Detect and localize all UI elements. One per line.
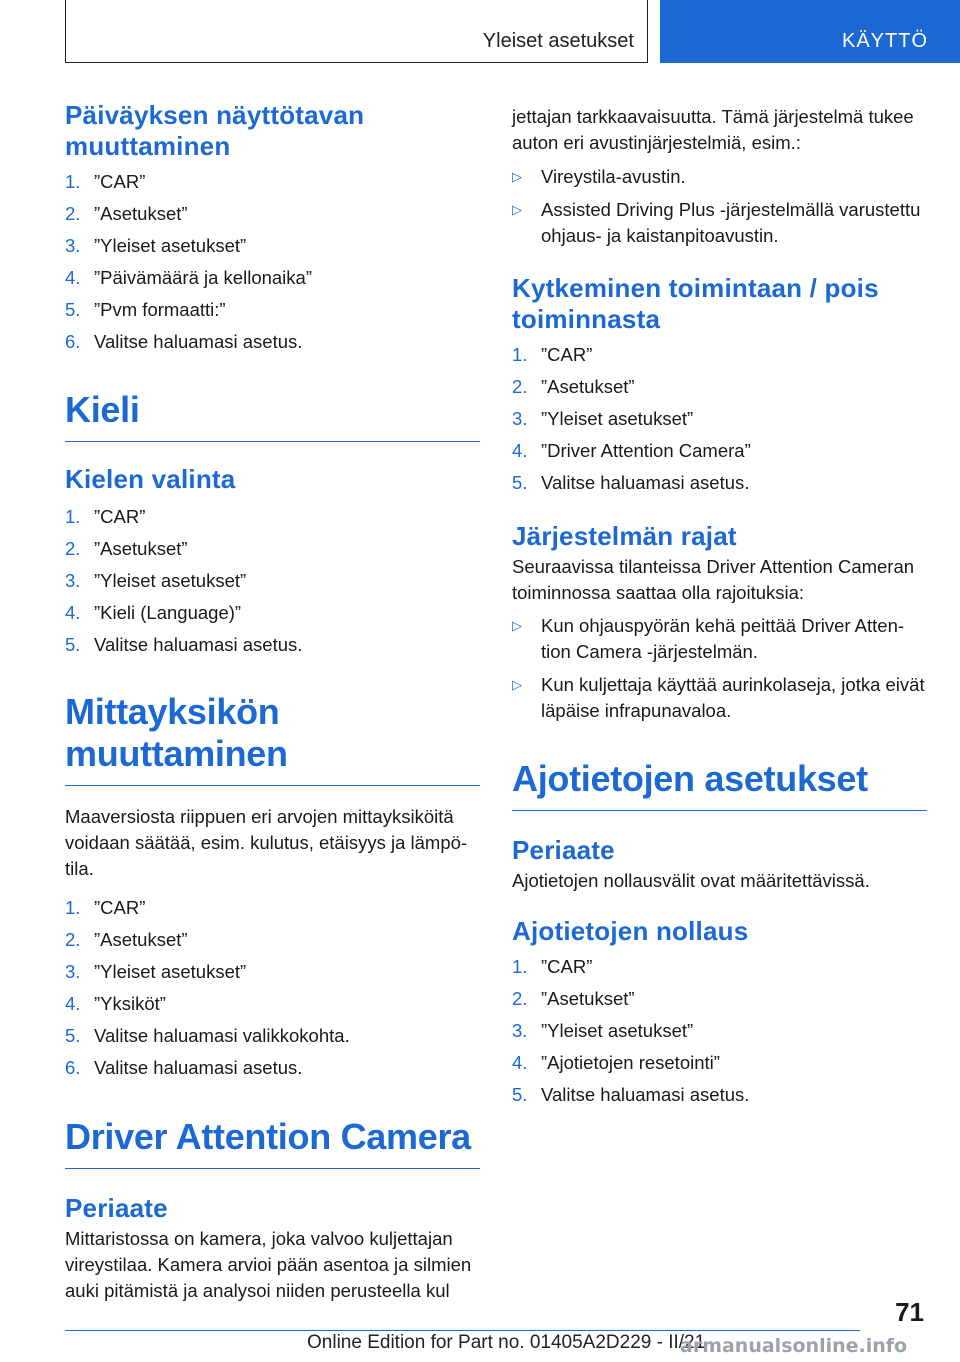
steps-trip-reset: [512, 951, 927, 1111]
principle-description-continued: jettajan tarkkaavaisuutta. Tämä järjestelmä tukee auton eri avustinjärjestelmiä, esim.:: [512, 106, 914, 153]
list-item: 2. ”Asetukset”: [512, 988, 635, 1009]
triangle-right-icon: ▷: [512, 677, 522, 692]
section-title-language-select: Kielen valinta: [65, 464, 236, 494]
list-item: ▷ Assisted Driving Plus -järjestelmällä varustettu ohjaus- ja kaistanpitoavustin.: [512, 199, 921, 246]
list-item: 3. ”Yleiset asetukset”: [512, 1020, 694, 1041]
list-item: 5. Valitse haluamasi asetus.: [512, 1084, 750, 1105]
list-item: 3. ”Yleiset asetukset”: [65, 235, 247, 256]
chapter-title-driver-attention: Driver Attention Camera: [65, 1116, 480, 1169]
limits-list: [512, 613, 927, 724]
list-item: ▷ Kun kuljettaja käyttää aurinkolaseja, jotka eivät läpäise infrapunavaloa.: [512, 674, 925, 721]
footer-divider: [65, 1330, 860, 1331]
list-item: 1. ”CAR”: [512, 956, 593, 977]
header-section-title: Yleiset asetukset: [482, 30, 634, 52]
section-title-trip-reset: Ajotietojen nollaus: [512, 916, 749, 946]
list-item: 4. ”Driver Attention Camera”: [512, 440, 751, 461]
chapter-title-language: Kieli: [65, 389, 480, 442]
list-item: 2. ”Asetukset”: [65, 538, 188, 559]
list-item: 5. Valitse haluamasi asetus.: [65, 634, 303, 655]
left-column: [65, 100, 480, 1304]
section-title-limits: Järjestelmän rajat: [512, 521, 737, 551]
header-chapter-tab[interactable]: [660, 0, 960, 63]
list-item: 3. ”Yleiset asetukset”: [512, 408, 694, 429]
list-item: 4. ”Yksiköt”: [65, 993, 166, 1014]
list-item: 1. ”CAR”: [65, 897, 146, 918]
list-item: 3. ”Yleiset asetukset”: [65, 570, 247, 591]
steps-units: [65, 892, 480, 1084]
triangle-right-icon: ▷: [512, 618, 522, 633]
steps-date-format: [65, 166, 480, 358]
list-item: 6. Valitse haluamasi asetus.: [65, 331, 303, 352]
list-item: 5. Valitse haluamasi asetus.: [512, 472, 750, 493]
steps-toggle: [512, 339, 927, 499]
triangle-right-icon: ▷: [512, 169, 522, 184]
footer-edition: Online Edition for Part no. 01405A2D229 - II/21: [307, 1332, 706, 1353]
header-chapter-label: KÄYTTÖ: [841, 30, 928, 52]
list-item: 2. ”Asetukset”: [65, 929, 188, 950]
units-description: Maaversiosta riippuen eri arvojen mittayksiköitä voidaan säätää, esim. kulutus, etäisyys ja lämpötila.: [65, 806, 468, 879]
chapter-title-trip-data: Ajotietojen asetukset: [512, 758, 927, 811]
list-item: 4. ”Päivämäärä ja kellonaika”: [65, 267, 312, 288]
list-item: 1. ”CAR”: [512, 344, 593, 365]
section-title-principle-trip: Periaate: [512, 835, 615, 865]
limits-description: Seuraavissa tilanteissa Driver Attention Cameran toiminnossa saattaa olla rajoituksia:: [512, 556, 915, 603]
list-item: 1. ”CAR”: [65, 171, 146, 192]
section-title-principle: Periaate: [65, 1193, 168, 1223]
list-item: ▷ Kun ohjauspyörän kehä peittää Driver Attention Camera -järjestelmän.: [512, 615, 905, 662]
list-item: 5. Valitse haluamasi valikkokohta.: [65, 1025, 350, 1046]
triangle-right-icon: ▷: [512, 202, 522, 217]
list-item: 6. Valitse haluamasi asetus.: [65, 1057, 303, 1078]
list-item: 4. ”Kieli (Language)”: [65, 602, 242, 623]
principle-description: Mittaristossa on kamera, joka valvoo kuljettajan vireystilaa. Kamera arvioi pään asentoa ja silmien auki pitämistä ja analysoi niiden perusteella kul: [65, 1228, 472, 1301]
chapter-title-units: Mittayksikön muuttaminen: [65, 691, 480, 786]
list-item: 2. ”Asetukset”: [65, 203, 188, 224]
right-column: [512, 104, 927, 1111]
assist-systems-list: [512, 164, 927, 249]
list-item: 2. ”Asetukset”: [512, 376, 635, 397]
trip-principle-description: Ajotietojen nollausvälit ovat määritettävissä.: [512, 870, 870, 891]
section-title-toggle: Kytkeminen toimintaan / pois toiminnasta: [512, 273, 879, 334]
list-item: 5. ”Pvm formaatti:”: [65, 299, 226, 320]
list-item: ▷ Vireystila-avustin.: [512, 164, 927, 190]
list-item: 4. ”Ajotietojen resetointi”: [512, 1052, 720, 1073]
watermark: armanualsonline.info: [680, 1335, 908, 1357]
list-item: 1. ”CAR”: [65, 506, 146, 527]
steps-language: [65, 501, 480, 661]
section-title-date-format: Päiväyksen näyttötavan muuttaminen: [65, 100, 365, 161]
list-item: 3. ”Yleiset asetukset”: [65, 961, 247, 982]
page-number: 71: [895, 1297, 924, 1327]
